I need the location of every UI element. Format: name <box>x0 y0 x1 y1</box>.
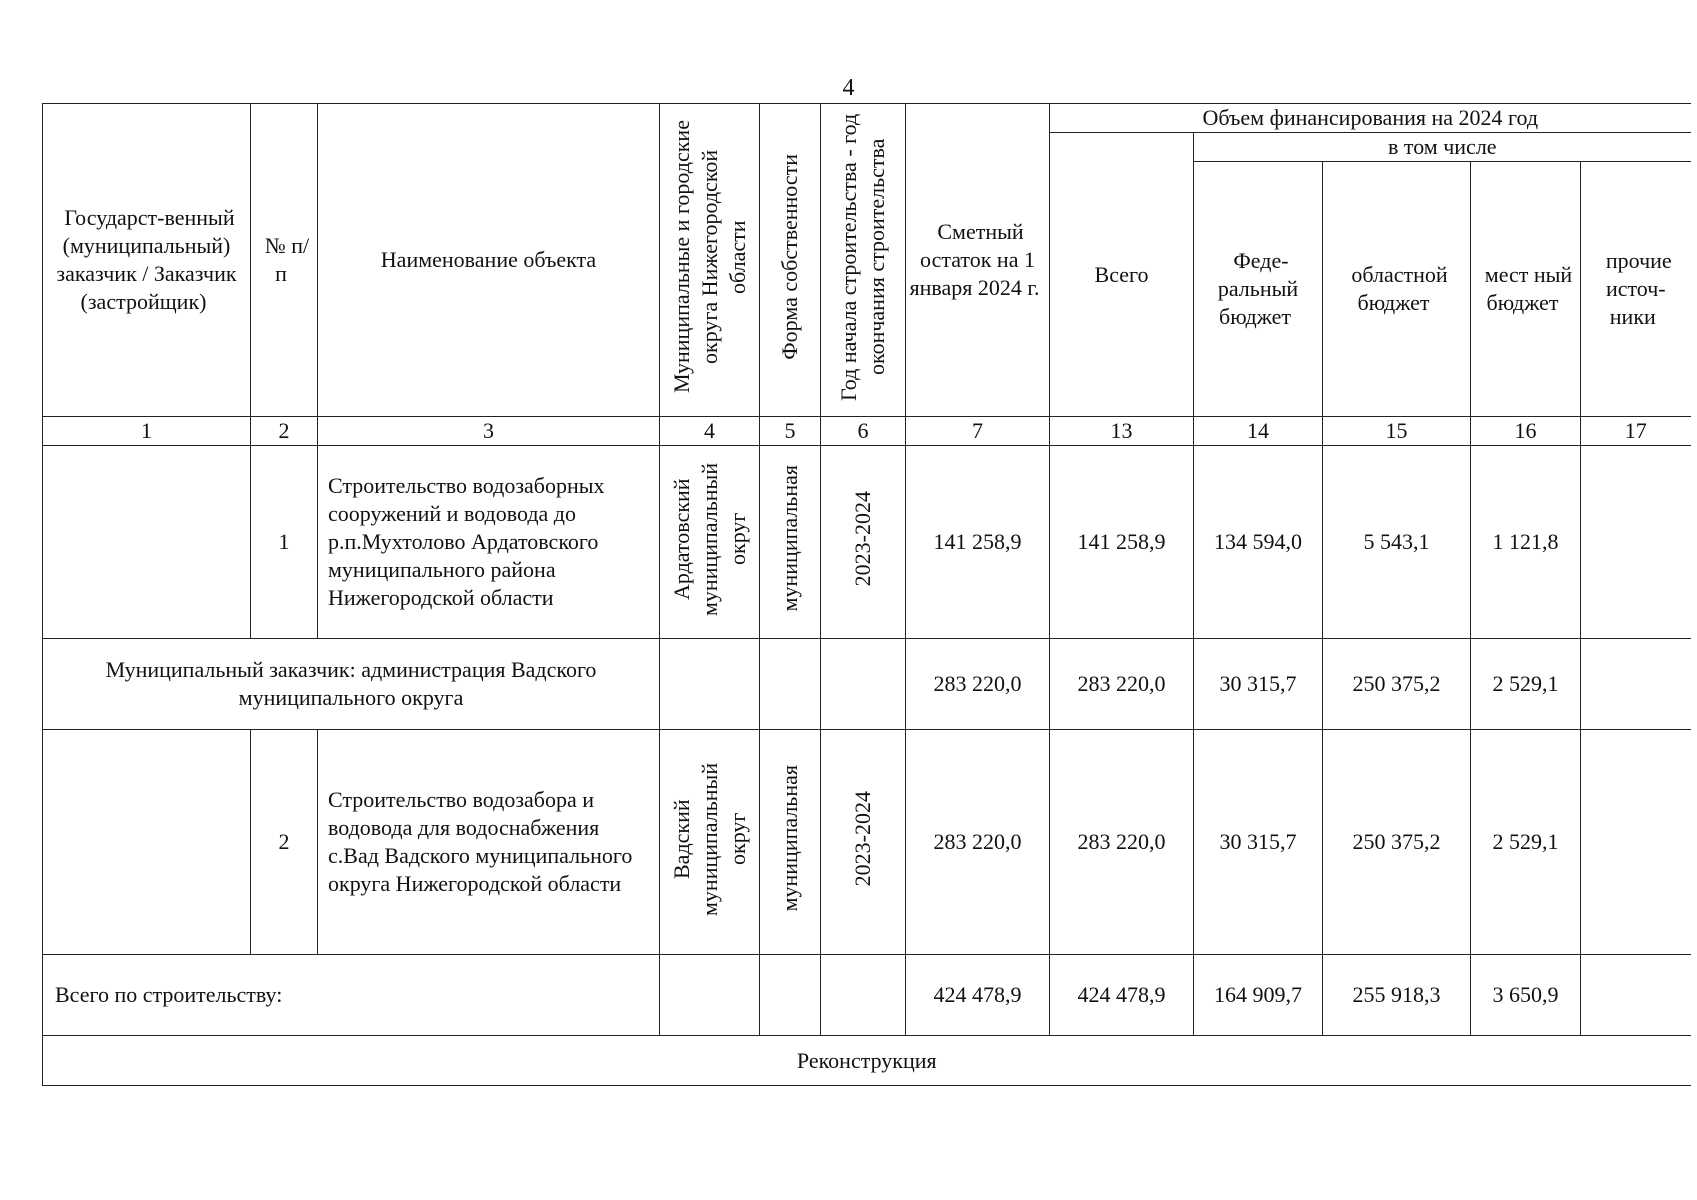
column-number: 16 <box>1471 417 1581 446</box>
total-cell: 283 220,0 <box>1050 639 1194 730</box>
column-number: 1 <box>43 417 251 446</box>
table-row <box>43 446 1691 639</box>
column-number: 13 <box>1050 417 1194 446</box>
other-cell <box>1581 730 1691 955</box>
section-row <box>43 1036 1691 1086</box>
regional-cell: 250 375,2 <box>1323 639 1471 730</box>
header-row <box>43 104 1691 133</box>
federal-cell: 30 315,7 <box>1194 730 1323 955</box>
header-other: прочие источ-ники <box>1581 162 1691 417</box>
object-name: Строительство водозаборных сооружений и водовода до р.п.Мухтолово Ардатовского муниципального района Нижегородской области <box>318 446 660 639</box>
header-financing-2024: Объем финансирования на 2024 год <box>1050 104 1691 133</box>
other-cell <box>1581 955 1691 1036</box>
estimate-cell: 283 220,0 <box>906 730 1050 955</box>
total-cell: 283 220,0 <box>1050 730 1194 955</box>
local-cell: 2 529,1 <box>1471 730 1581 955</box>
column-number: 7 <box>906 417 1050 446</box>
header-federal: Феде-ральный бюджет <box>1194 162 1323 417</box>
object-name: Строительство водозабора и водовода для водоснабжения с.Вад Вадского муниципального округа Нижегородской области <box>318 730 660 955</box>
customer-label: Муниципальный заказчик: администрация Вадского муниципального округа <box>43 639 660 730</box>
header-regional: областной бюджет <box>1323 162 1471 417</box>
column-number: 6 <box>821 417 906 446</box>
header-total: Всего <box>1050 133 1194 417</box>
estimate-cell: 283 220,0 <box>906 639 1050 730</box>
column-number: 15 <box>1323 417 1471 446</box>
header-including: в том числе <box>1194 133 1691 162</box>
federal-cell: 30 315,7 <box>1194 639 1323 730</box>
local-cell: 3 650,9 <box>1471 955 1581 1036</box>
customer-cell <box>43 730 251 955</box>
estimate-cell: 424 478,9 <box>906 955 1050 1036</box>
federal-cell: 164 909,7 <box>1194 955 1323 1036</box>
ownership-cell <box>760 639 821 730</box>
header-object-name: Наименование объекта <box>318 104 660 417</box>
years-cell: 2023-2024 <box>821 730 906 955</box>
ownership-cell <box>760 955 821 1036</box>
district-cell: Вадский муниципальный округ <box>660 730 760 955</box>
column-number: 5 <box>760 417 821 446</box>
local-cell: 1 121,8 <box>1471 446 1581 639</box>
years-cell: 2023-2024 <box>821 446 906 639</box>
row-num: 2 <box>251 730 318 955</box>
district-cell: Ардатовский муниципальный округ <box>660 446 760 639</box>
column-number: 17 <box>1581 417 1691 446</box>
years-cell <box>821 639 906 730</box>
header-estimate-balance: Сметный остаток на 1 января 2024 г. <box>906 104 1050 417</box>
local-cell: 2 529,1 <box>1471 639 1581 730</box>
district-cell <box>660 955 760 1036</box>
estimate-cell: 141 258,9 <box>906 446 1050 639</box>
header-municipal-districts: Муниципальные и городские округа Нижегородской области <box>660 104 760 417</box>
regional-cell: 255 918,3 <box>1323 955 1471 1036</box>
regional-cell: 5 543,1 <box>1323 446 1471 639</box>
column-number: 3 <box>318 417 660 446</box>
total-cell: 424 478,9 <box>1050 955 1194 1036</box>
customer-cell <box>43 446 251 639</box>
other-cell <box>1581 446 1691 639</box>
header-ownership-form: Форма собственности <box>760 104 821 417</box>
header-local: мест ный бюджет <box>1471 162 1581 417</box>
table-row <box>43 639 1691 730</box>
header-years: Год начала строительства - год окончания строительства <box>821 104 906 417</box>
table-row <box>43 730 1691 955</box>
ownership-cell: муниципальная <box>760 730 821 955</box>
column-number: 14 <box>1194 417 1323 446</box>
header-customer: Государст-венный (муниципальный) заказчик / Заказчик (застройщик) <box>43 104 251 417</box>
regional-cell: 250 375,2 <box>1323 730 1471 955</box>
other-cell <box>1581 639 1691 730</box>
financing-table <box>42 103 1691 1086</box>
years-cell <box>821 955 906 1036</box>
column-number: 4 <box>660 417 760 446</box>
federal-cell: 134 594,0 <box>1194 446 1323 639</box>
page-number: 4 <box>842 75 855 101</box>
table-row <box>43 955 1691 1036</box>
header-num: № п/п <box>251 104 318 417</box>
column-numbers-row <box>43 417 1691 446</box>
section-reconstruction: Реконструкция <box>43 1036 1691 1086</box>
ownership-cell: муниципальная <box>760 446 821 639</box>
grand-total-label: Всего по строительству: <box>43 955 660 1036</box>
district-cell <box>660 639 760 730</box>
column-number: 2 <box>251 417 318 446</box>
total-cell: 141 258,9 <box>1050 446 1194 639</box>
row-num: 1 <box>251 446 318 639</box>
